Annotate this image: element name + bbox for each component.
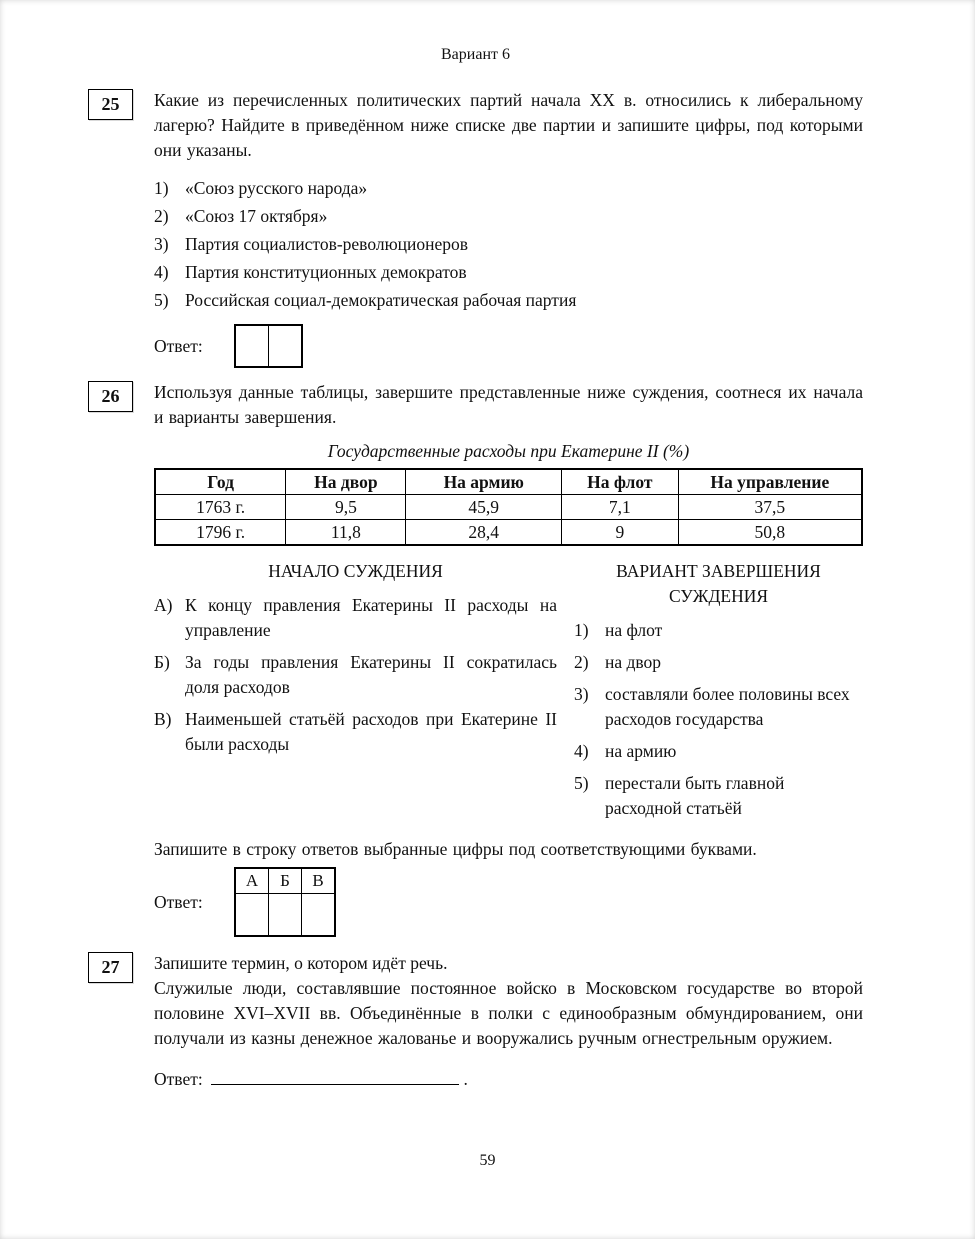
item-letter: Б) bbox=[154, 652, 170, 672]
item-number: 4) bbox=[574, 741, 589, 761]
question-25-text: Какие из перечисленных политических партий начала XX в. относились к либеральному лагерю? Найдите в приведённом ниже списке две партии и запишите цифры, под которыми они указаны. bbox=[154, 90, 863, 160]
question-number-badge: 26 bbox=[88, 381, 133, 412]
question-27-body bbox=[154, 951, 863, 1092]
answer-label: Ответ: bbox=[154, 1069, 203, 1089]
ending-item bbox=[574, 739, 863, 764]
col-header-fleet: На флот bbox=[562, 469, 679, 495]
cell-value: 28,4 bbox=[406, 520, 562, 546]
option-text: Российская социал-демократическая рабочая партия bbox=[185, 290, 577, 310]
option-number: 2) bbox=[154, 206, 169, 226]
variant-header: Вариант 6 bbox=[441, 46, 510, 63]
question-26-instruction: Запишите в строку ответов выбранные цифры под соответствующими буквами. bbox=[154, 839, 757, 859]
cell-value: 7,1 bbox=[562, 495, 679, 520]
option-text: «Союз русского народа» bbox=[185, 178, 368, 198]
question-27-description: Служилые люди, составлявшие постоянное войско в Московском государстве во второй половине XVI–XVII вв. Объединённые в полки с единообразным обмундированием, они получали из казны денежное жалованье и вооружались ручным огнестрельным оружием. bbox=[154, 978, 863, 1048]
col-header-year: Год bbox=[155, 469, 286, 495]
table-title: Государственные расходы при Екатерине II (%) bbox=[327, 441, 690, 461]
item-number: 1) bbox=[574, 620, 589, 640]
beginning-item bbox=[154, 650, 557, 700]
option-number: 3) bbox=[154, 234, 169, 254]
option-number: 4) bbox=[154, 262, 169, 282]
endings-header: ВАРИАНТ ЗАВЕРШЕНИЯ СУЖДЕНИЯ bbox=[616, 561, 821, 606]
answer-cell-a[interactable] bbox=[235, 894, 269, 937]
item-text: Наименьшей статьёй расходов при Екатерине II были расходы bbox=[185, 709, 557, 754]
expenses-table bbox=[154, 468, 863, 546]
col-header-administration: На управление bbox=[678, 469, 862, 495]
item-text: на двор bbox=[605, 652, 662, 672]
beginning-item bbox=[154, 593, 557, 643]
answer-label: Ответ: bbox=[154, 335, 203, 356]
answer-blank-line[interactable] bbox=[211, 1066, 459, 1085]
option-number: 5) bbox=[154, 290, 169, 310]
option-text: «Союз 17 октября» bbox=[185, 206, 328, 226]
item-text: составляли более половины всех расходов государства bbox=[605, 684, 850, 729]
question-25-answer-row bbox=[154, 324, 863, 368]
question-25-body bbox=[154, 88, 863, 368]
list-item bbox=[154, 204, 863, 229]
item-text: на армию bbox=[605, 741, 677, 761]
ending-item bbox=[574, 618, 863, 643]
question-27-lead: Запишите термин, о котором идёт речь. bbox=[154, 953, 448, 973]
cell-value: 9 bbox=[562, 520, 679, 546]
answer-cell-b[interactable] bbox=[269, 894, 302, 937]
item-number: 5) bbox=[574, 773, 589, 793]
abc-header-row bbox=[235, 868, 335, 894]
item-letter: В) bbox=[154, 709, 172, 729]
table-header-row bbox=[155, 469, 862, 495]
abc-input-row bbox=[235, 894, 335, 937]
abc-answer-table bbox=[234, 867, 336, 937]
question-26-body bbox=[154, 380, 863, 937]
cell-value: 9,5 bbox=[286, 495, 406, 520]
option-number: 1) bbox=[154, 178, 169, 198]
beginning-item bbox=[154, 707, 557, 757]
ending-item bbox=[574, 682, 863, 732]
question-26-text: Используя данные таблицы, завершите представленные ниже суждения, соотнеся их начала и варианты завершения. bbox=[154, 382, 863, 427]
answer-cell-1[interactable] bbox=[236, 326, 268, 366]
list-item bbox=[154, 260, 863, 285]
endings-column bbox=[574, 559, 863, 828]
item-text: на флот bbox=[605, 620, 663, 640]
cell-value: 11,8 bbox=[286, 520, 406, 546]
answer-label: Ответ: bbox=[154, 891, 203, 912]
item-letter: А) bbox=[154, 595, 173, 615]
answer-cell-2[interactable] bbox=[268, 326, 301, 366]
option-text: Партия конституционных демократов bbox=[185, 262, 467, 282]
list-item bbox=[154, 288, 863, 313]
abc-col-v: В bbox=[302, 868, 336, 894]
answer-boxes bbox=[234, 324, 303, 368]
page-number: 59 bbox=[479, 1152, 496, 1169]
beginnings-header: НАЧАЛО СУЖДЕНИЯ bbox=[268, 561, 443, 581]
list-item bbox=[154, 232, 863, 257]
question-26 bbox=[88, 380, 863, 937]
question-25 bbox=[88, 88, 863, 368]
item-number: 2) bbox=[574, 652, 589, 672]
ending-item bbox=[574, 650, 863, 675]
cell-year: 1796 г. bbox=[155, 520, 286, 546]
option-text: Партия социалистов-революционеров bbox=[185, 234, 469, 254]
item-number: 3) bbox=[574, 684, 589, 704]
item-text: За годы правления Екатерины II сократилась доля расходов bbox=[185, 652, 557, 697]
col-header-army: На армию bbox=[406, 469, 562, 495]
answer-suffix: . bbox=[463, 1069, 468, 1089]
table-row bbox=[155, 495, 862, 520]
cell-value: 45,9 bbox=[406, 495, 562, 520]
question-number-badge: 25 bbox=[88, 89, 133, 120]
col-header-court: На двор bbox=[286, 469, 406, 495]
ending-item bbox=[574, 771, 863, 821]
question-26-answer-row bbox=[154, 867, 863, 937]
abc-col-a: А bbox=[235, 868, 269, 894]
question-25-options bbox=[154, 176, 863, 313]
list-item bbox=[154, 176, 863, 201]
beginnings-column bbox=[154, 559, 557, 828]
abc-col-b: Б bbox=[269, 868, 302, 894]
question-27-answer-row bbox=[154, 1066, 863, 1092]
item-text: перестали быть главной расходной статьёй bbox=[605, 773, 785, 818]
question-number-badge: 27 bbox=[88, 952, 133, 983]
table-row bbox=[155, 520, 862, 546]
question-27 bbox=[88, 951, 863, 1092]
cell-value: 50,8 bbox=[678, 520, 862, 546]
matching-columns bbox=[154, 559, 863, 828]
answer-cell-v[interactable] bbox=[302, 894, 336, 937]
cell-year: 1763 г. bbox=[155, 495, 286, 520]
cell-value: 37,5 bbox=[678, 495, 862, 520]
item-text: К концу правления Екатерины II расходы на управление bbox=[185, 595, 557, 640]
